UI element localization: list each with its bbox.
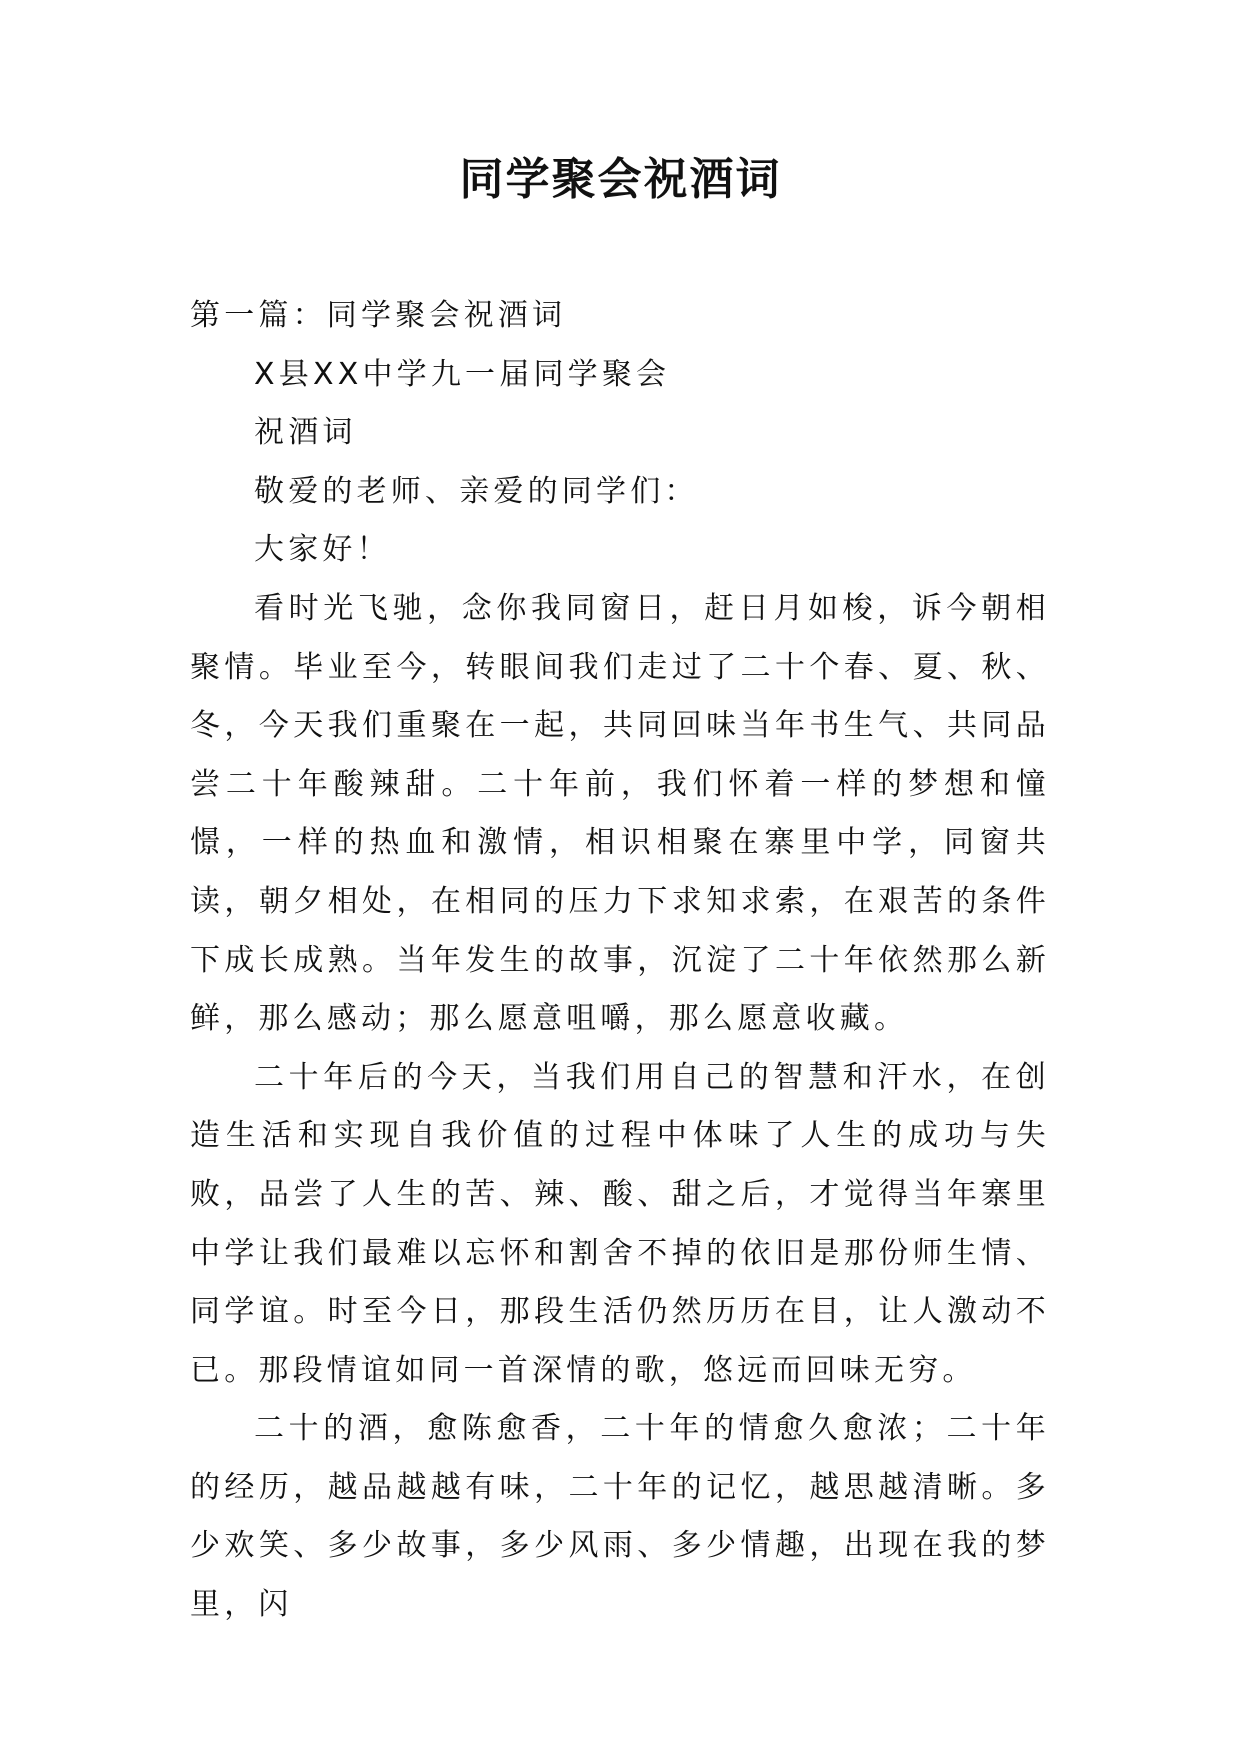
section-heading: 第一篇：同学聚会祝酒词 <box>190 298 567 333</box>
document-title: 同学聚会祝酒词 <box>459 154 782 205</box>
salutation: 敬爱的老师、亲爱的同学们： <box>254 473 699 509</box>
body-paragraph: 二十的酒，愈陈愈香，二十年的情愈久愈浓；二十年的经历，越品越越有味，二十年的记忆，越思越清晰。多少欢笑、多少故事，多少风雨、多少情趣，出现在我的梦里，闪 <box>190 1411 1050 1623</box>
body-paragraph: 看时光飞驰，念你我同窗日，赶日月如梭，诉今朝相聚情。毕业至今，转眼间我们走过了二十个春、夏、秋、冬，今天我们重聚在一起，共同回味当年书生气、共同品尝二十年酸辣甜。二十年前，我们怀着一样的梦想和憧憬，一样的热血和激情，相识相聚在寨里中学，同窗共读，朝夕相处，在相同的压力下求知求索，在艰苦的条件下成长成熟。当年发生的故事，沉淀了二十年依然那么新鲜，那么感动；那么愿意咀嚼，那么愿意收藏。 <box>190 590 1050 1037</box>
event-name-line: X县XX中学九一届同学聚会 <box>254 356 671 392</box>
greeting: 大家好！ <box>254 532 391 568</box>
document-body <box>190 287 1050 1635</box>
body-paragraph: 二十年后的今天，当我们用自己的智慧和汗水，在创造生活和实现自我价值的过程中体味了人生的成功与失败，品尝了人生的苦、辣、酸、甜之后，才觉得当年寨里中学让我们最难以忘怀和割舍不掉的依旧是那份师生情、同学谊。时至今日，那段生活仍然历历在目，让人激动不已。那段情谊如同一首深情的歌，悠远而回味无穷。 <box>190 1059 1050 1388</box>
speech-type-line: 祝酒词 <box>254 415 357 451</box>
